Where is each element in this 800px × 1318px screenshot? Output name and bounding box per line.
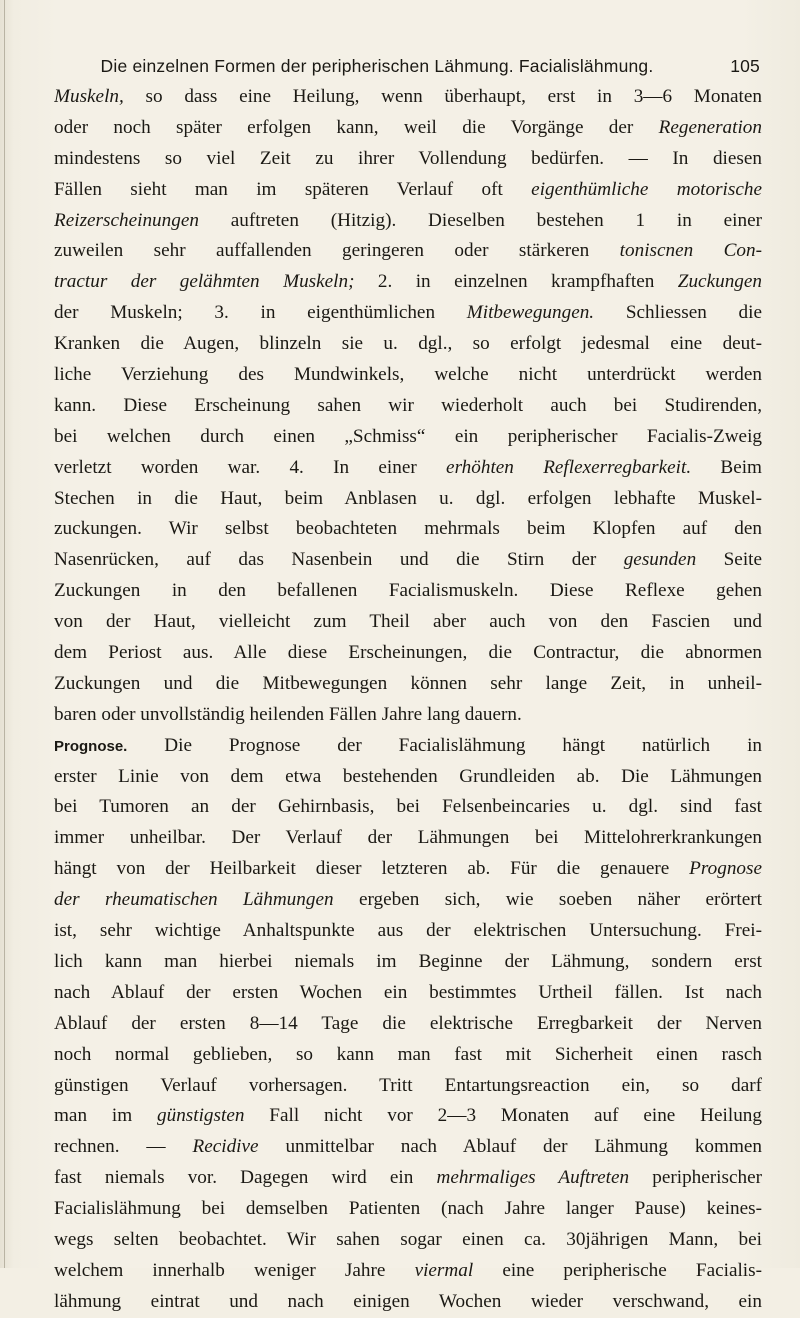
text-run: erster Linie von dem etwa bestehenden Grundleiden ab. Die Lähmungen — [54, 765, 762, 787]
section-sidehead: Prognose. — [54, 737, 128, 755]
text-line — [54, 545, 762, 576]
text-line — [54, 391, 762, 422]
text-run: fast niemals vor. Dagegen wird ein — [54, 1167, 437, 1189]
text-run: Fall nicht vor 2—3 Monaten auf eine Heilung — [244, 1105, 762, 1127]
text-run: ergeben sich, wie soeben näher erörtert — [333, 889, 762, 911]
text-run: zuweilen sehr auffallenden geringeren oder stärkeren — [54, 240, 620, 262]
text-line — [54, 1287, 762, 1318]
text-line — [54, 236, 762, 267]
text-run: unmittelbar nach Ablauf der Lähmung kommen — [258, 1136, 762, 1158]
emphasis-text: Recidive — [192, 1136, 259, 1158]
running-header — [54, 56, 760, 82]
text-line — [54, 1101, 762, 1132]
text-line — [54, 947, 762, 978]
text-run: bei welchen durch einen „Schmiss“ ein peripherischer Facialis-Zweig — [54, 425, 762, 447]
text-run: baren oder unvollständig heilenden Fällen Jahre lang dauern. — [54, 703, 522, 725]
text-line — [54, 1132, 762, 1163]
running-title: Die einzelnen Formen der peripherischen Lähmung. Facialislähmung. — [100, 56, 654, 76]
text-run: 2. in einzelnen krampfhaften — [354, 271, 678, 293]
text-run: zuckungen. Wir selbst beobachteten mehrmals beim Klopfen auf den — [54, 518, 762, 540]
emphasis-text: tractur der gelähmten Muskeln; — [54, 271, 355, 293]
text-line — [54, 700, 762, 731]
text-line — [54, 731, 762, 762]
text-line — [54, 607, 762, 638]
emphasis-text: mehrmaliges Auftreten — [436, 1167, 630, 1189]
text-line — [54, 792, 762, 823]
page-number: 105 — [730, 56, 760, 76]
text-run: rechnen. — — [54, 1136, 193, 1158]
text-line — [54, 1040, 762, 1071]
text-run: nach Ablauf der ersten Wochen ein bestimmtes Urtheil fällen. Ist nach — [54, 981, 762, 1003]
text-line — [54, 1194, 762, 1225]
text-line — [54, 453, 762, 484]
emphasis-text: gesunden — [623, 549, 697, 571]
text-run: Zuckungen in den befallenen Facialismuskeln. Diese Reflexe gehen — [54, 580, 762, 602]
emphasis-text: erhöhten Reflexerregbarkeit. — [446, 456, 692, 478]
text-run: verletzt worden war. 4. In einer — [54, 456, 447, 478]
text-line — [54, 422, 762, 453]
text-line — [54, 1009, 762, 1040]
body-text — [54, 82, 762, 1318]
text-line — [54, 916, 762, 947]
text-run: peripherischer — [629, 1167, 762, 1189]
text-run: Ablauf der ersten 8—14 Tage die elektrische Erregbarkeit der Nerven — [54, 1012, 762, 1034]
text-run: Zuckungen und die Mitbewegungen können sehr lange Zeit, in unheil- — [54, 672, 762, 694]
emphasis-text: viermal — [414, 1259, 474, 1281]
text-run: Facialislähmung bei demselben Patienten (nach Jahre langer Pause) keines- — [54, 1198, 762, 1220]
text-run: Stechen in die Haut, beim Anblasen u. dgl. erfolgen lebhafte Muskel- — [54, 487, 762, 509]
text-run: welchem innerhalb weniger Jahre — [54, 1259, 415, 1281]
text-run: der Muskeln; 3. in eigenthümlichen — [54, 302, 467, 324]
emphasis-text: Muskeln, — [54, 86, 124, 107]
text-line — [54, 298, 762, 329]
text-run: mindestens so viel Zeit zu ihrer Vollendung bedürfen. — In diesen — [54, 147, 762, 169]
text-run: günstigen Verlauf vorhersagen. Tritt Entartungsreaction ein, so darf — [54, 1074, 762, 1096]
text-line — [54, 576, 762, 607]
text-run: wegs selten beobachtet. Wir sahen sogar einen ca. 30jährigen Mann, bei — [54, 1228, 762, 1250]
page-edge — [4, 0, 5, 1268]
text-line — [54, 762, 762, 793]
text-run: Seite — [696, 549, 762, 571]
text-line — [54, 82, 762, 113]
text-run: auftreten (Hitzig). Dieselben bestehen 1 in einer — [198, 209, 762, 231]
text-line — [54, 484, 762, 515]
text-line — [54, 144, 762, 175]
text-run: kann. Diese Erscheinung sahen wir wiederholt auch bei Studirenden, — [54, 394, 762, 416]
text-run: eine peripherische Facialis- — [473, 1259, 762, 1281]
text-line — [54, 1225, 762, 1256]
text-run: Beim — [691, 456, 762, 478]
text-run: Schliessen die — [594, 302, 762, 324]
text-run: hängt von der Heilbarkeit dieser letzteren ab. Für die genauere — [54, 858, 690, 880]
emphasis-text: toniscnen Con- — [619, 240, 762, 262]
text-line — [54, 1256, 762, 1287]
text-line — [54, 638, 762, 669]
text-line — [54, 113, 762, 144]
text-run: Kranken die Augen, blinzeln sie u. dgl., so erfolgt jedesmal eine deut- — [54, 333, 762, 355]
text-line — [54, 978, 762, 1009]
text-line — [54, 329, 762, 360]
text-line — [54, 175, 762, 206]
text-run: so dass eine Heilung, wenn überhaupt, erst in 3—6 Monaten — [123, 86, 762, 107]
text-line — [54, 514, 762, 545]
text-run: lähmung eintrat und nach einigen Wochen wieder verschwand, ein — [54, 1290, 762, 1312]
text-line — [54, 1163, 762, 1194]
text-run: noch normal geblieben, so kann man fast mit Sicherheit einen rasch — [54, 1043, 762, 1065]
text-run: lich kann man hierbei niemals im Beginne der Lähmung, sondern erst — [54, 950, 762, 972]
emphasis-text: Zuckungen — [677, 271, 762, 293]
text-line — [54, 360, 762, 391]
text-run: oder noch später erfolgen kann, weil die Vorgänge der — [54, 116, 659, 138]
text-run: dem Periost aus. Alle diese Erscheinungen, die Contractur, die abnormen — [54, 642, 762, 664]
emphasis-text: Mitbewegungen. — [466, 302, 595, 324]
text-run: liche Verziehung des Mundwinkels, welche nicht unterdrückt werden — [54, 364, 762, 386]
text-run: Die Prognose der Facialislähmung hängt natürlich in — [127, 734, 762, 756]
text-run: ist, sehr wichtige Anhaltspunkte aus der elektrischen Untersuchung. Frei- — [54, 920, 762, 942]
text-line — [54, 669, 762, 700]
emphasis-text: günstigsten — [157, 1105, 245, 1127]
text-line — [54, 206, 762, 237]
text-line — [54, 823, 762, 854]
emphasis-text: Regeneration — [658, 116, 762, 138]
emphasis-text: Reizerscheinungen — [54, 209, 199, 231]
text-run: von der Haut, vielleicht zum Theil aber auch von den Fascien und — [54, 611, 762, 633]
text-run: man im — [54, 1105, 158, 1127]
text-run: bei Tumoren an der Gehirnbasis, bei Felsenbeincaries u. dgl. sind fast — [54, 796, 762, 818]
text-run: Nasenrücken, auf das Nasenbein und die Stirn der — [54, 549, 624, 571]
emphasis-text: der rheumatischen Lähmungen — [54, 889, 334, 911]
text-line — [54, 885, 762, 916]
text-line — [54, 1071, 762, 1102]
emphasis-text: Prognose — [689, 858, 762, 880]
emphasis-text: eigenthümliche motorische — [531, 178, 762, 200]
text-line — [54, 854, 762, 885]
text-run: Fällen sieht man im späteren Verlauf oft — [54, 178, 532, 200]
text-line — [54, 267, 762, 298]
text-run: immer unheilbar. Der Verlauf der Lähmungen bei Mittelohrerkrankungen — [54, 827, 762, 849]
